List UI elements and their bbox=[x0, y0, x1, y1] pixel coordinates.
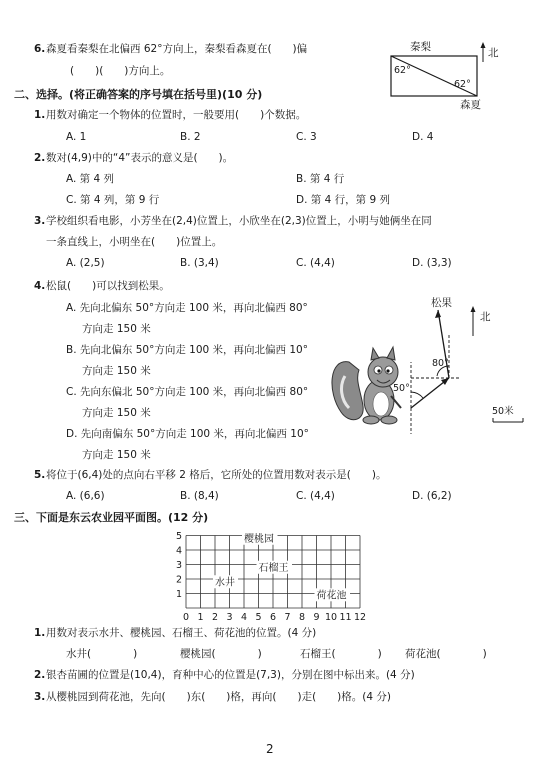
x-tick-label: 11 bbox=[339, 612, 352, 623]
s2q3-text2: 一条直线上，小明坐在( )位置上。 bbox=[46, 236, 223, 248]
place-label: 荷花池 bbox=[316, 590, 347, 602]
farm-grid-map bbox=[172, 528, 382, 624]
s2q4-diagram bbox=[325, 300, 530, 450]
s2q4-angle-50: 50° bbox=[393, 383, 410, 394]
s2q4-number: 4. bbox=[34, 280, 46, 292]
x-tick-label: 2 bbox=[211, 612, 219, 623]
s2q5-number: 5. bbox=[34, 469, 46, 481]
s2q1-option-a: A. 1 bbox=[66, 131, 87, 143]
s3q2-text: 银杏苗圃的位置是(10,4)，育种中心的位置是(7,3)，分别在图中标出来。(4 分) bbox=[46, 669, 415, 681]
s2q2-option-d: D. 第 4 行，第 9 列 bbox=[296, 194, 390, 206]
place-label: 樱桃园 bbox=[244, 533, 274, 545]
s2q5-option-a: A. (6,6) bbox=[66, 490, 105, 502]
q6-text-line2: ( )( )方向上。 bbox=[70, 65, 171, 77]
s2q1-option-d: D. 4 bbox=[412, 131, 434, 143]
squirrel-illustration bbox=[332, 347, 401, 424]
x-tick-label: 3 bbox=[226, 612, 233, 623]
s2q4-option-d-cont: 方向走 150 米 bbox=[82, 449, 151, 461]
s2q5-option-c: C. (4,4) bbox=[296, 490, 335, 502]
q6-label-senxia: 森夏 bbox=[460, 99, 481, 111]
s2q2-number: 2. bbox=[34, 152, 46, 164]
x-tick-label: 5 bbox=[255, 612, 262, 623]
q6-angle-left: 62° bbox=[394, 65, 411, 76]
s2q2-option-a: A. 第 4 列 bbox=[66, 173, 115, 185]
s3q1-blank-pomegranate[interactable]: 石榴王( ) bbox=[300, 648, 382, 660]
s3q1-blank-well[interactable]: 水井( ) bbox=[66, 648, 138, 660]
s2q2-text: 数对(4,9)中的“4”表示的意义是( )。 bbox=[46, 152, 234, 164]
s2q1-option-c: C. 3 bbox=[296, 131, 317, 143]
y-tick-label: 4 bbox=[175, 545, 182, 557]
s3q2-number: 2. bbox=[34, 669, 46, 681]
s2q4-option-c-cont: 方向走 150 米 bbox=[82, 407, 151, 419]
s2q5-option-d: D. (6,2) bbox=[412, 490, 452, 502]
s3q3-number: 3. bbox=[34, 691, 46, 703]
x-tick-label: 4 bbox=[240, 612, 248, 623]
s2q3-option-d: D. (3,3) bbox=[412, 257, 452, 269]
x-tick-label: 0 bbox=[182, 612, 190, 623]
q6-text-line1: 森夏看秦梨在北偏西 62°方向上，秦梨看森夏在( )偏 bbox=[46, 43, 308, 55]
s2q3-text: 学校组织看电影，小芳坐在(2,4)位置上，小欣坐在(2,3)位置上，小明与她俩坐在同 bbox=[46, 215, 432, 227]
s2q4-angle-80: 80° bbox=[432, 358, 449, 369]
x-tick-label: 7 bbox=[284, 612, 291, 623]
q6-angle-right: 62° bbox=[454, 79, 471, 90]
x-tick-label: 12 bbox=[353, 612, 367, 623]
y-tick-label: 1 bbox=[175, 589, 182, 600]
s2q4-option-a-cont: 方向走 150 米 bbox=[82, 323, 151, 335]
s2q4-option-c: C. 先向东偏北 50°方向走 100 米，再向北偏西 80° bbox=[66, 386, 309, 398]
s2q3-option-a: A. (2,5) bbox=[66, 257, 105, 269]
q6-label-qinli: 秦梨 bbox=[410, 41, 431, 53]
y-tick-label: 5 bbox=[175, 531, 182, 542]
q6-label-north: 北 bbox=[488, 47, 499, 59]
s3q1-text: 用数对表示水井、樱桃园、石榴王、荷花池的位置。(4 分) bbox=[46, 627, 317, 639]
s3q1-number: 1. bbox=[34, 627, 46, 639]
s2q4-option-a: A. 先向北偏东 50°方向走 100 米，再向北偏西 80° bbox=[66, 302, 308, 314]
s2q4-label-pinecone: 松果 bbox=[431, 297, 452, 309]
section2-title: 二、选择。(将正确答案的序号填在括号里)(10 分) bbox=[14, 88, 263, 101]
s2q1-text: 用数对确定一个物体的位置时，一般要用( )个数据。 bbox=[46, 109, 307, 121]
s2q3-option-c: C. (4,4) bbox=[296, 257, 335, 269]
y-tick-label: 2 bbox=[175, 574, 182, 586]
s2q4-text: 松鼠( )可以找到松果。 bbox=[46, 280, 170, 292]
s2q1-number: 1. bbox=[34, 109, 46, 121]
q6-number: 6. bbox=[34, 43, 46, 55]
x-tick-label: 1 bbox=[197, 612, 204, 623]
s2q2-option-b: B. 第 4 行 bbox=[296, 173, 345, 185]
page-number: 2 bbox=[266, 742, 274, 756]
section3-title: 三、下面是东云农业园平面图。(12 分) bbox=[14, 511, 209, 524]
x-tick-label: 8 bbox=[298, 612, 306, 623]
s3q3-text: 从樱桃园到荷花池，先向( )东( )格，再向( )走( )格。(4 分) bbox=[46, 691, 391, 703]
place-label: 石榴王 bbox=[258, 562, 289, 574]
s2q4-option-b: B. 先向北偏东 50°方向走 100 米，再向北偏西 10° bbox=[66, 344, 308, 356]
s2q4-scale-label: 50米 bbox=[492, 406, 514, 417]
s2q4-option-d: D. 先向南偏东 50°方向走 100 米，再向北偏西 10° bbox=[66, 428, 309, 440]
s3q1-blank-lotus[interactable]: 荷花池( ) bbox=[405, 648, 487, 660]
s3q1-blank-cherry[interactable]: 樱桃园( ) bbox=[180, 648, 262, 660]
s2q1-option-b: B. 2 bbox=[180, 131, 201, 143]
s2q4-option-b-cont: 方向走 150 米 bbox=[82, 365, 151, 377]
s2q3-option-b: B. (3,4) bbox=[180, 257, 219, 269]
s2q5-text: 将位于(6,4)处的点向右平移 2 格后，它所处的位置用数对表示是( )。 bbox=[46, 469, 387, 481]
s2q3-number: 3. bbox=[34, 215, 46, 227]
y-tick-label: 3 bbox=[175, 560, 182, 571]
x-tick-label: 10 bbox=[324, 612, 338, 623]
s2q5-option-b: B. (8,4) bbox=[180, 490, 219, 502]
place-label: 水井 bbox=[215, 577, 235, 589]
x-tick-label: 6 bbox=[269, 612, 277, 623]
s2q2-option-c: C. 第 4 列，第 9 行 bbox=[66, 194, 160, 206]
s2q4-label-north: 北 bbox=[480, 311, 491, 323]
x-tick-label: 9 bbox=[313, 612, 320, 623]
